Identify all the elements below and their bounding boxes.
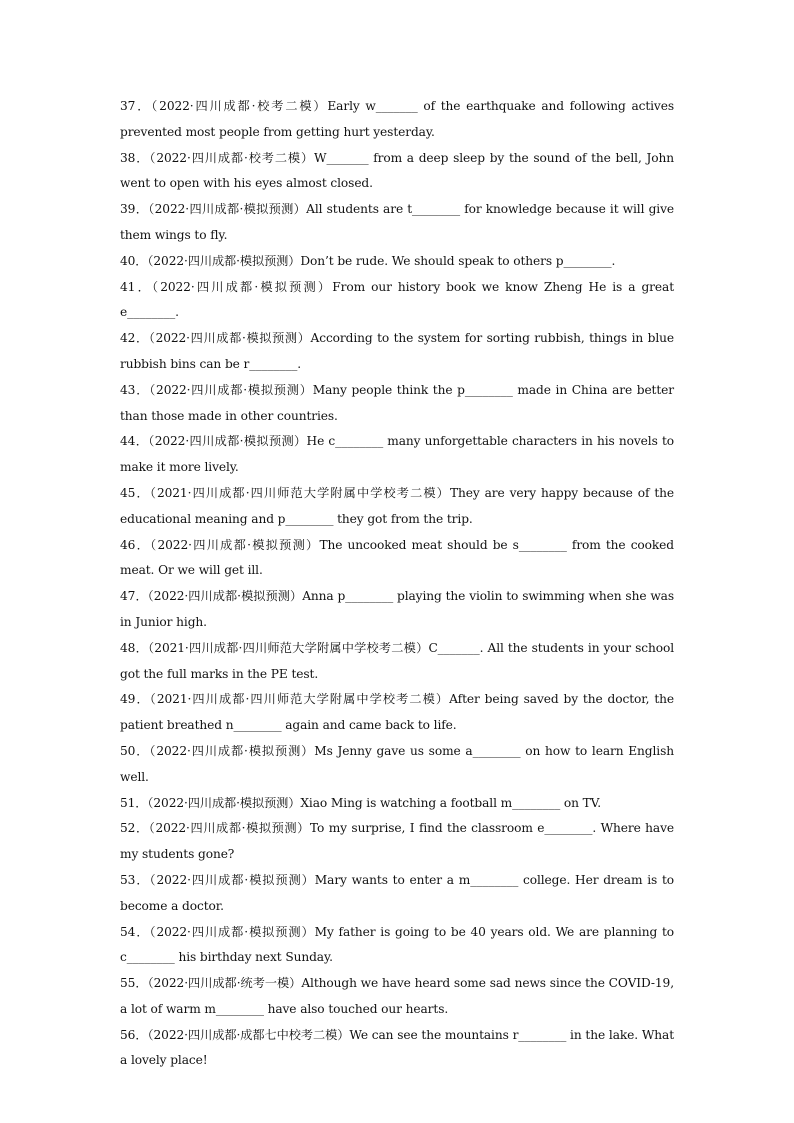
- question-43: 43．（2022·四川成都·模拟预测）Many people think the p________ made in China are better than those made in other countries.: [120, 382, 674, 423]
- question-50: 50．（2022·四川成都·模拟预测）Ms Jenny gave us some a________ on how to learn English well.: [120, 743, 674, 784]
- question-39: 39．（2022·四川成都·模拟预测）All students are t________ for knowledge because it will give them wings to fly.: [120, 202, 674, 242]
- question-46: 46．（2022·四川成都·模拟预测）The uncooked meat should be s________ from the cooked meat. Or we will get ill.: [120, 537, 674, 578]
- question-49: 49．（2021·四川成都·四川师范大学附属中学校考二模）After being saved by the doctor, the patient breathed n________ again and came back to life.: [120, 692, 674, 733]
- question-47: 47．（2022·四川成都·模拟预测）Anna p________ playing the violin to swimming when she was in Junior high.: [120, 589, 674, 629]
- question-45: 45．（2021·四川成都·四川师范大学附属中学校考二模）They are very happy because of the educational meaning and p________ they got from the trip.: [120, 485, 674, 526]
- question-51: 51．（2022·四川成都·模拟预测）Xiao Ming is watching a football m________ on TV.: [120, 795, 601, 810]
- question-list: [120, 94, 674, 1074]
- question-55: 55．（2022·四川成都·统考一模）Although we have heard some sad news since the COVID-19, a lot of warm m________ have also touched our hearts.: [120, 976, 674, 1016]
- question-41: 41．（2022·四川成都·模拟预测）From our history book we know Zheng He is a great e________.: [120, 279, 674, 320]
- question-54: 54．（2022·四川成都·模拟预测）My father is going to be 40 years old. We are planning to c________ his birthday next Sunday.: [120, 924, 674, 965]
- question-44: 44．（2022·四川成都·模拟预测）He c________ many unforgettable characters in his novels to make it more lively.: [120, 434, 674, 475]
- question-48: 48．（2021·四川成都·四川师范大学附属中学校考二模）C_______. All the students in your school got the full marks in the PE test.: [120, 640, 674, 681]
- question-53: 53．（2022·四川成都·模拟预测）Mary wants to enter a m________ college. Her dream is to become a doctor.: [120, 872, 674, 913]
- question-42: 42．（2022·四川成都·模拟预测）According to the system for sorting rubbish, things in blue rubbish bins can be r________.: [120, 331, 674, 371]
- question-56: 56．（2022·四川成都·成都七中校考二模）We can see the mountains r________ in the lake. What a lovely place!: [120, 1027, 674, 1068]
- question-38: 38．（2022·四川成都·校考二模）W_______ from a deep sleep by the sound of the bell, John went to open with his eyes almost closed.: [120, 150, 674, 191]
- question-37: 37．（2022·四川成都·校考二模）Early w_______ of the earthquake and following actives prevented most people from getting hurt yesterday.: [120, 99, 674, 139]
- question-52: 52．（2022·四川成都·模拟预测）To my surprise, I find the classroom e________. Where have my students gone?: [120, 821, 674, 862]
- question-40: 40．（2022·四川成都·模拟预测）Don’t be rude. We should speak to others p________.: [120, 253, 616, 268]
